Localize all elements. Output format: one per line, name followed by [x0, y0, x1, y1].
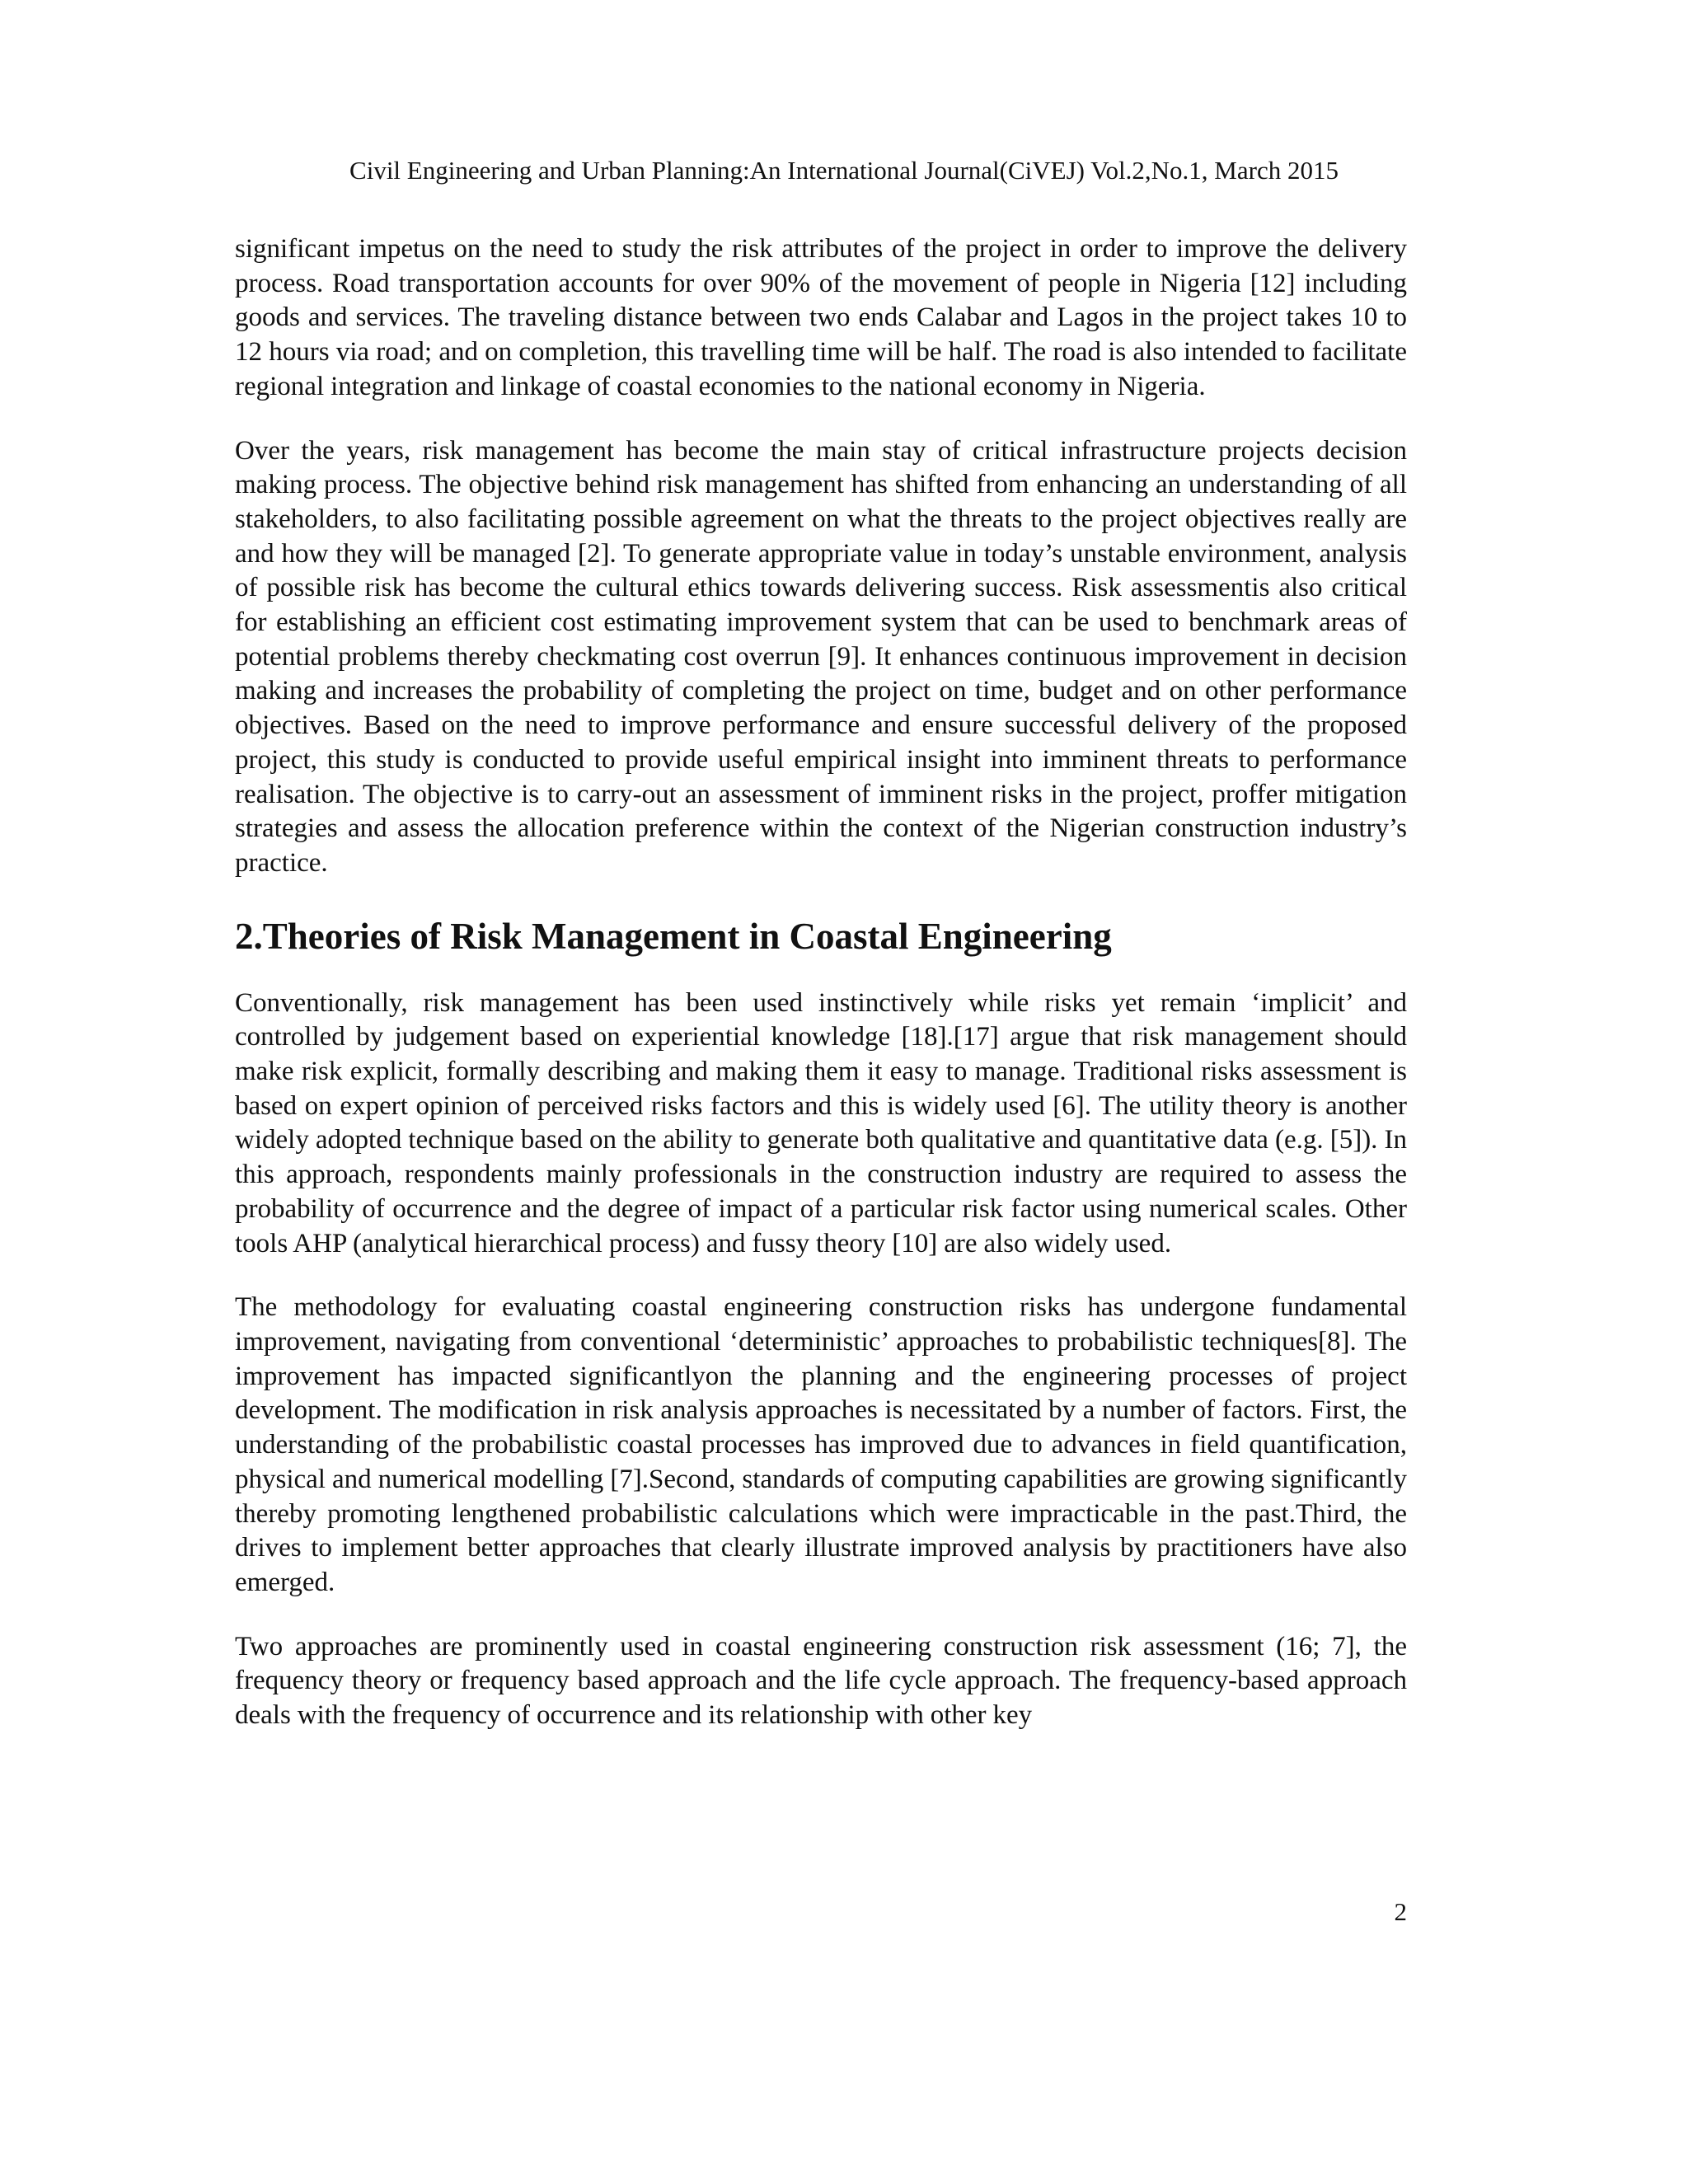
running-header: Civil Engineering and Urban Planning:An International Journal(CiVEJ) Vol.2,No.1, March 2015: [349, 156, 1339, 185]
paragraph-two-approaches: Two approaches are prominently used in coastal engineering construction risk assessment (16; 7], the frequency theory or frequency based approach and the life cycle approach. The frequency-based approach deals with the frequency of occurrence and its relationship with other key: [235, 1631, 1407, 1731]
page-number: 2: [1394, 1897, 1407, 1926]
article-body: [235, 232, 1407, 1733]
paragraph-methodology-evaluation: The methodology for evaluating coastal engineering construction risks has undergone fundamental improvement, navigating from conventional ‘deterministic’ approaches to probabilistic techniques[8]. The improvement has impacted significantlyon the planning and the engineering processes of project development. The modification in risk analysis approaches is necessitated by a number of factors. First, the understanding of the probabilistic coastal processes has improved due to advances in field quantification, physical and numerical modelling [7].Second, standards of computing capabilities are growing significantly thereby promoting lengthened probabilistic calculations which were impracticable in the past.Third, the drives to implement better approaches that clearly illustrate improved analysis by practitioners have also emerged.: [235, 1292, 1407, 1597]
section-heading: 2.Theories of Risk Management in Coastal Engineering: [235, 915, 1112, 957]
paragraph-intro-continued: significant impetus on the need to study the risk attributes of the project in order to improve the delivery process. Road transportation accounts for over 90% of the movement of people in Nigeria [12] including goods and services. The traveling distance between two ends Calabar and Lagos in the project takes 10 to 12 hours via road; and on completion, this travelling time will be half. The road is also intended to facilitate regional integration and linkage of coastal economies to the national economy in Nigeria.: [235, 234, 1407, 401]
paragraph-risk-management-overview: Over the years, risk management has become the main stay of critical infrastructure projects decision making process. The objective behind risk management has shifted from enhancing an understanding of all stakeholders, to also facilitating possible agreement on what the threats to the project objectives really are and how they will be managed [2]. To generate appropriate value in today’s unstable environment, analysis of possible risk has become the cultural ethics towards delivering success. Risk assessmentis also critical for establishing an efficient cost estimating improvement system that can be used to benchmark areas of potential problems thereby checkmating cost overrun [9]. It enhances continuous improvement in decision making and increases the probability of completing the project on time, budget and on other performance objectives. Based on the need to improve performance and ensure successful delivery of the proposed project, this study is conducted to provide useful empirical insight into imminent threats to performance realisation. The objective is to carry-out an assessment of imminent risks in the project, proffer mitigation strategies and assess the allocation preference within the context of the Nigerian construction industry’s practice.: [235, 435, 1407, 878]
paragraph-conventional-risk-management: Conventionally, risk management has been used instinctively while risks yet remain ‘implicit’ and controlled by judgement based on experiential knowledge [18].[17] argue that risk management should make risk explicit, formally describing and making them it easy to manage. Traditional risks assessment is based on expert opinion of perceived risks factors and this is widely used [6]. The utility theory is another widely adopted technique based on the ability to generate both qualitative and quantitative data (e.g. [5]). In this approach, respondents mainly professionals in the construction industry are required to assess the probability of occurrence and the degree of impact of a particular risk factor using numerical scales. Other tools AHP (analytical hierarchical process) and fussy theory [10] are also widely used.: [235, 987, 1407, 1258]
